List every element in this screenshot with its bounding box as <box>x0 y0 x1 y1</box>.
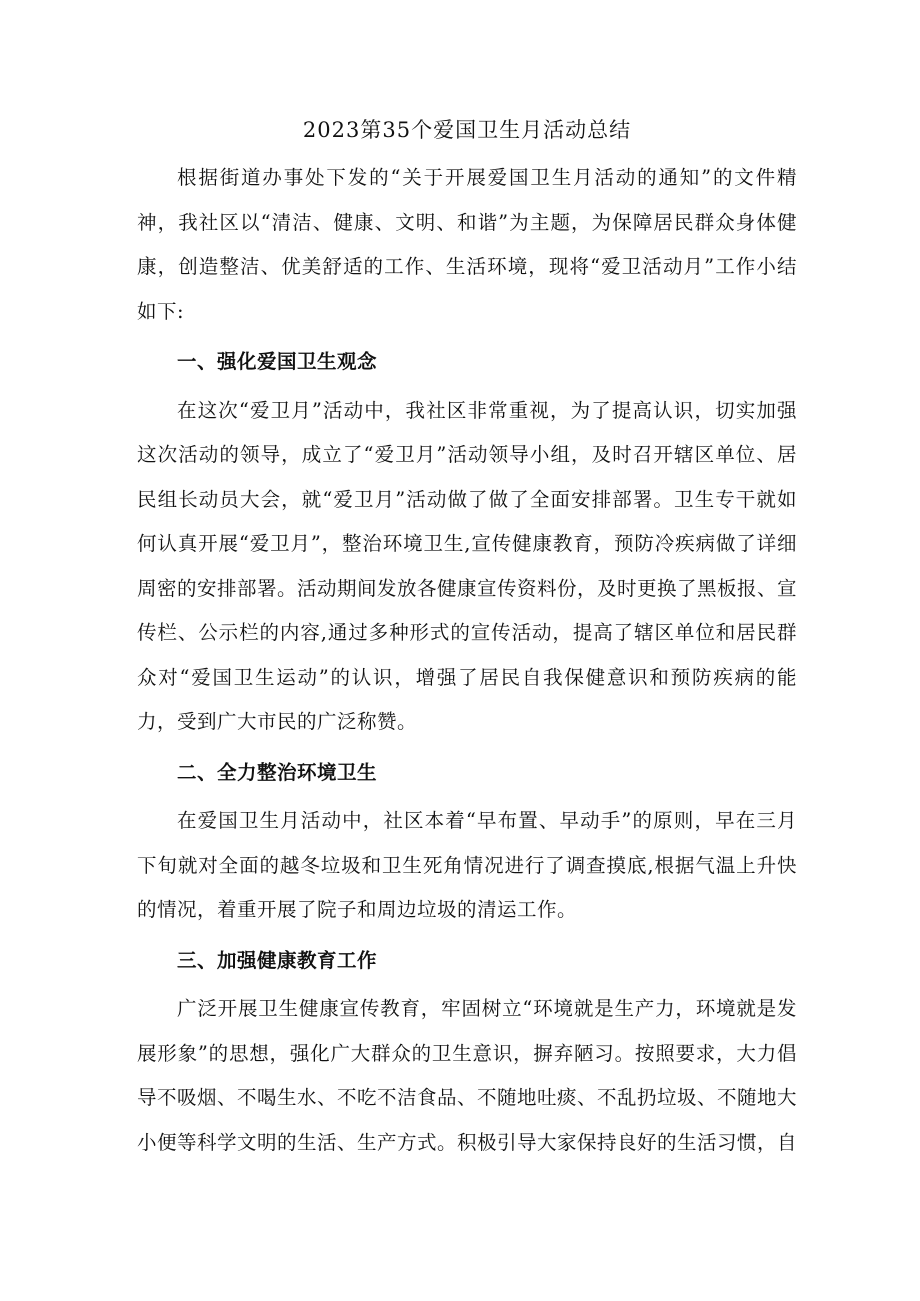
section-body-2: 在爱国卫生月活动中，社区本着“早布置、早动手”的原则，早在三月下旬就对全面的越冬垃圾和卫生死角情况进行了调查摸底,根据气温上升快的情况，着重开展了院子和周边垃圾的清运工作。 <box>137 809 797 921</box>
section-body-1: 在这次“爱卫月”活动中，我社区非常重视，为了提高认识，切实加强这次活动的领导，成立了“爱卫月”活动领导小组，及时召开辖区单位、居民组长动员大会，就“爱卫月”活动做了做了全面安排部署。卫生专干就如何认真开展“爱卫月”，整治环境卫生,宣传健康教育，预防冷疾病做了详细周密的安排部署。活动期间发放各健康宣传资料份，及时更换了黑板报、宣传栏、公示栏的内容,通过多种形式的宣传活动，提高了辖区单位和居民群众对“爱国卫生运动”的认识，增强了居民自我保健意识和预防疾病的能力，受到广大市民的广泛称赞。 <box>137 398 798 733</box>
section-heading-3: 三、加强健康教育工作 <box>177 948 378 972</box>
section-heading-2: 二、全力整治环境卫生 <box>177 760 378 784</box>
document-content <box>137 112 797 1165</box>
intro-paragraph: 根据街道办事处下发的“关于开展爱国卫生月活动的通知”的文件精神，我社区以“清洁、健康、文明、和谐”为主题，为保障居民群众身体健康，创造整洁、优美舒适的工作、生活环境，现将“爱卫活动月”工作小结如下: <box>137 166 797 323</box>
document-title: 2023第35个爱国卫生月活动总结 <box>302 118 632 142</box>
section-body-3: 广泛开展卫生健康宣传教育，牢固树立“环境就是生产力，环境就是发展形象”的思想，强化广大群众的卫生意识，摒弃陋习。按照要求，大力倡导不吸烟、不喝生水、不吃不洁食品、不随地吐痰、不乱扔垃圾、不随地大小便等科学文明的生活、生产方式。积极引导大家保持良好的生活习惯，自 <box>137 997 798 1154</box>
section-heading-1: 一、强化爱国卫生观念 <box>177 350 378 373</box>
